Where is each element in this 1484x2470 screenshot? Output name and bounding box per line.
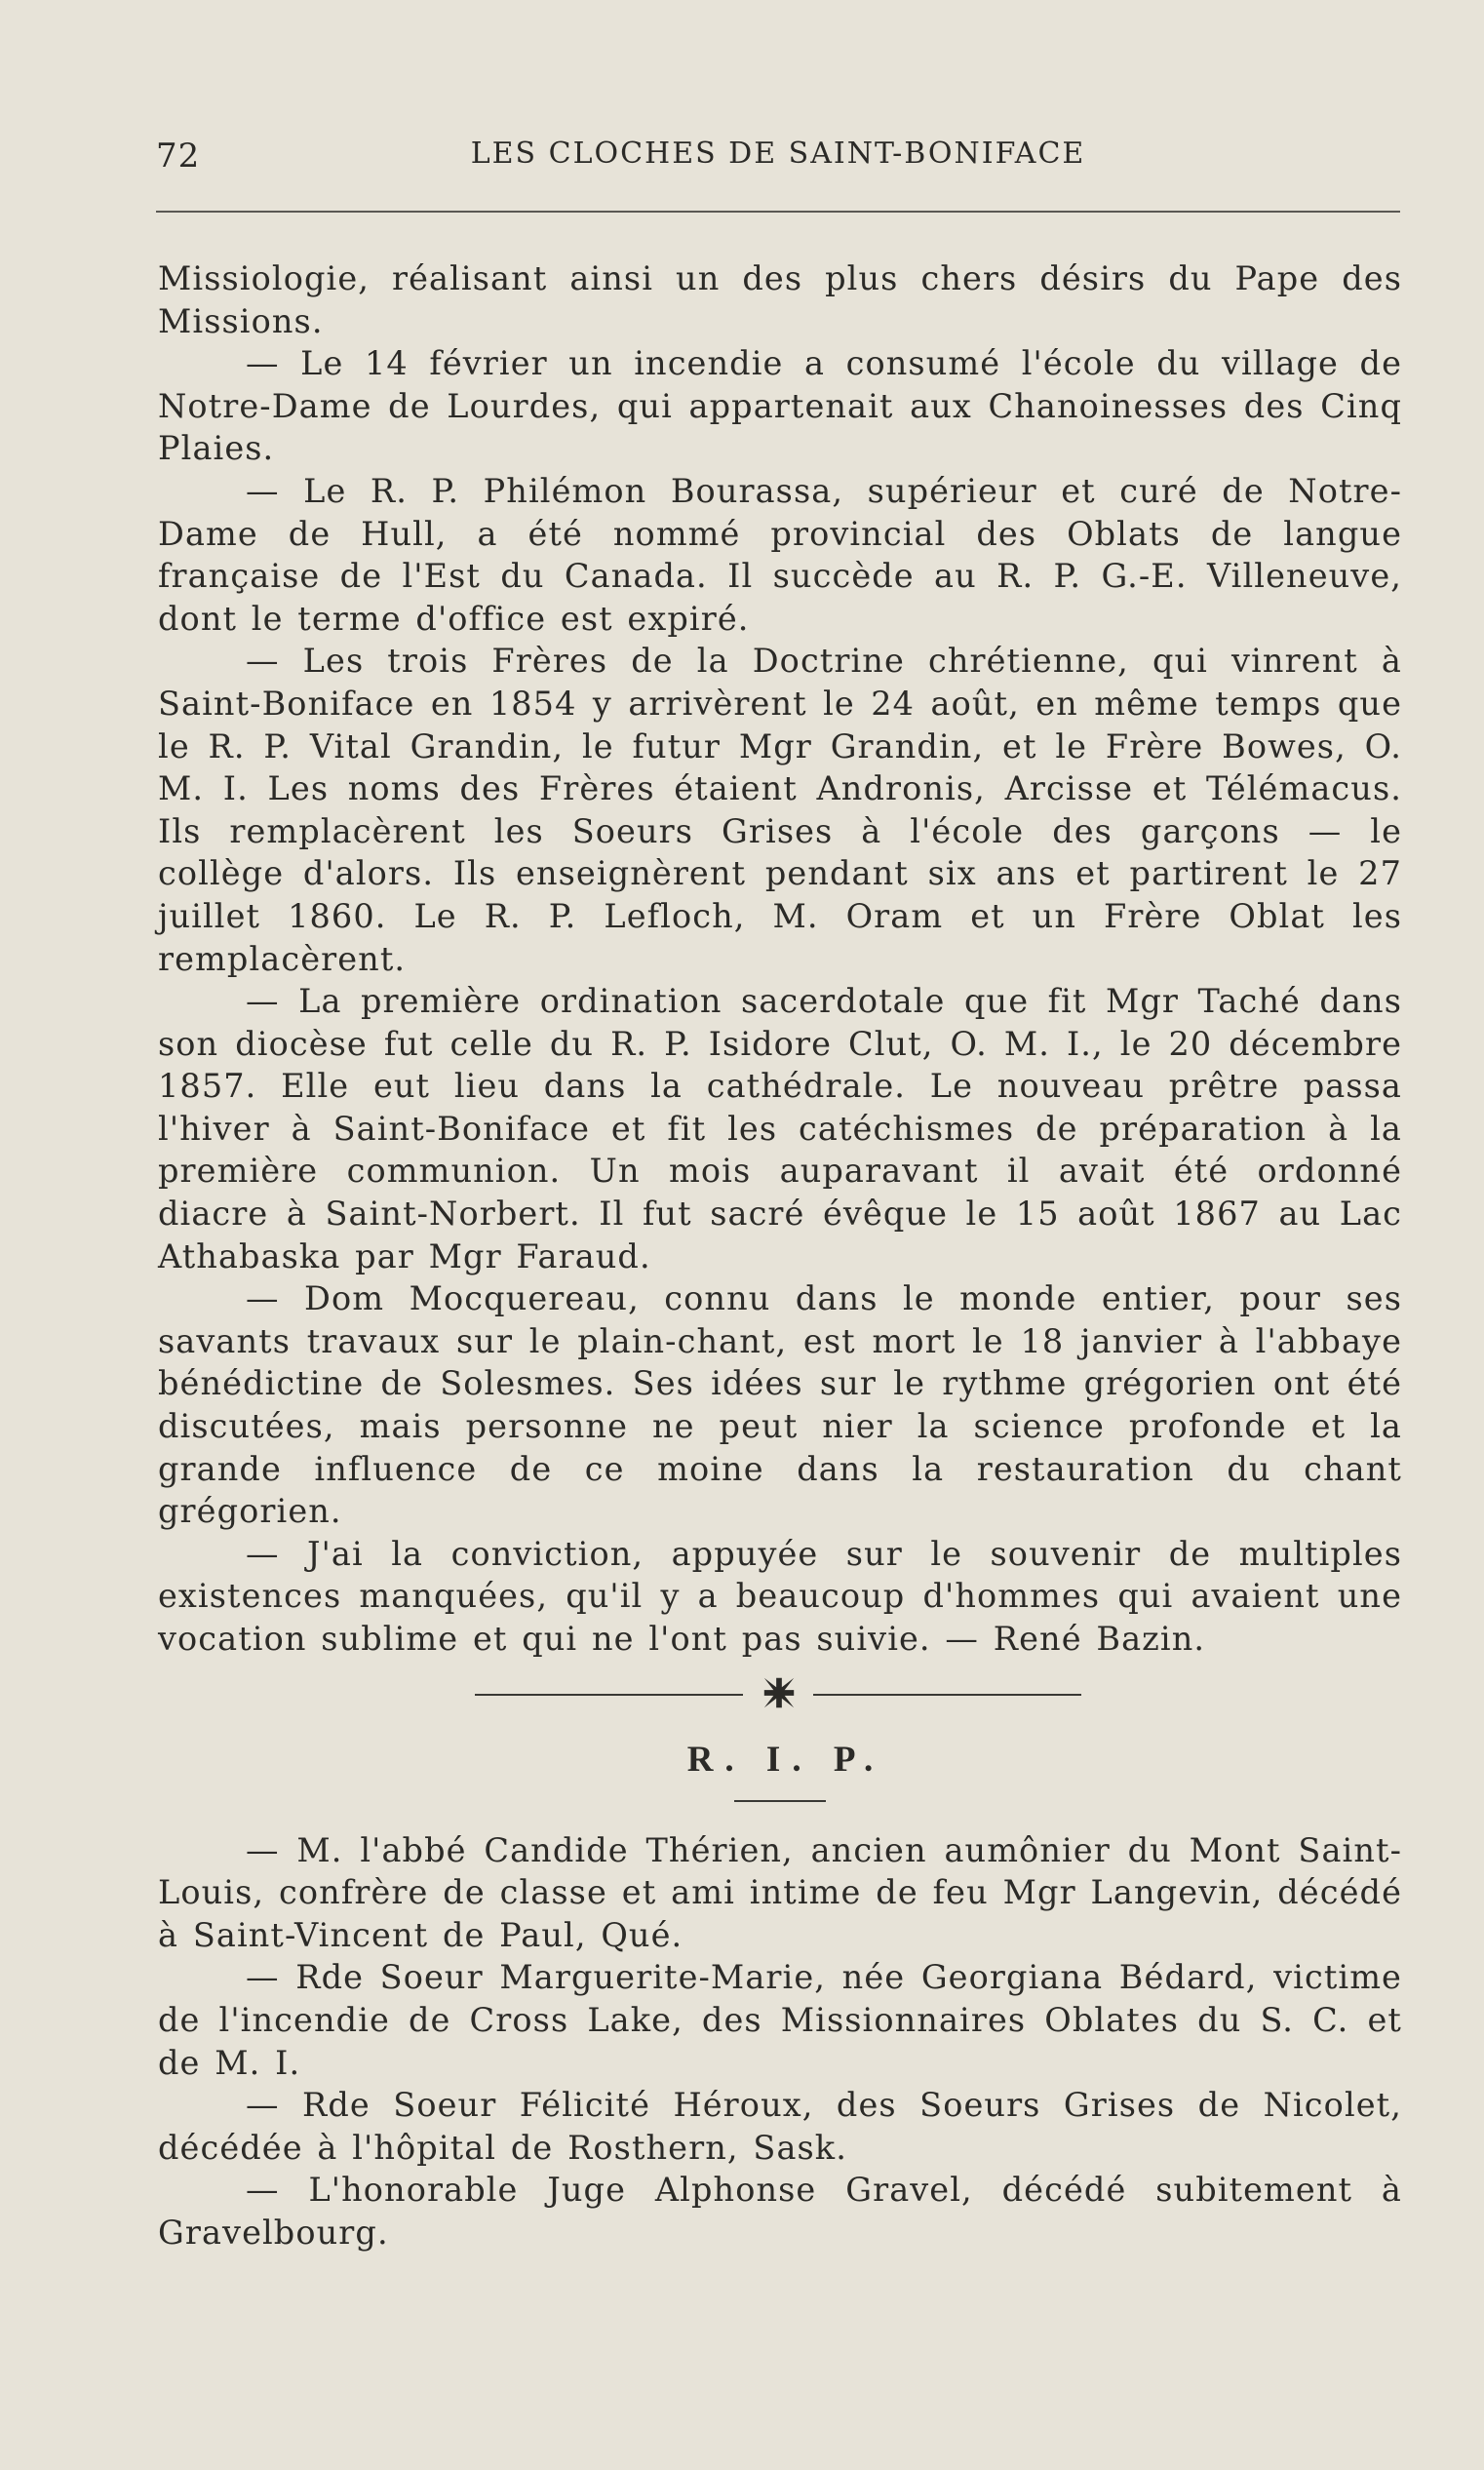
obituary-paragraph: — M. l'abbé Candide Thérien, ancien aumônier du Mont Saint-Louis, confrère de classe et ami intime de feu Mgr Langevin, décédé à Saint-Vincent de Paul, Qué. [158,1830,1402,1954]
paragraph: — Le 14 février un incendie a consumé l'école du village de Notre-Dame de Lourdes, qui appartenait aux Chanoinesses des Cinq Plaies. [158,344,1402,468]
paragraph: — Dom Mocquereau, connu dans le monde entier, pour ses savants travaux sur le plain-chant, est mort le 18 janvier à l'abbaye bénédictine de Solesmes. Ses idées sur le rythme grégorien ont été discutées, mais personne ne peut nier la science profonde et la grande influence de ce moine dans la restauration du chant grégorien. [158,1279,1402,1531]
paragraph: — La première ordination sacerdotale que fit Mgr Taché dans son diocèse fut celle du R. P. Isidore Clut, O. M. I., le 20 décembre 1857. Elle eut lieu dans la cathédrale. Le nouveau prêtre passa l'hiver à Saint-Boniface et fit les catéchismes de préparation à la première communion. Un mois auparavant il avait été ordonné diacre à Saint-Norbert. Il fut sacré évêque le 15 août 1867 au Lac Athabaska par Mgr Faraud. [158,982,1402,1275]
page-number: 72 [156,137,201,176]
page-body [158,257,1402,2254]
ornament-rule-left [475,1694,743,1696]
running-title: LES CLOCHES DE SAINT-BONIFACE [470,137,1086,171]
paragraph: Missiologie, réalisant ainsi un des plus chers désirs du Pape des Missions. [158,259,1402,340]
running-header [156,133,1400,181]
section-ornament [158,1674,1402,1713]
rip-rule [734,1800,826,1802]
rip-heading: R. I. P. [686,1739,885,1780]
paragraph: — Les trois Frères de la Doctrine chrétienne, qui vinrent à Saint-Boniface en 1854 y arrivèrent le 24 août, en même temps que le R. P. Vital Grandin, le futur Mgr Grandin, et le Frère Bowes, O. M. I. Les noms des Frères étaient Andronis, Arcisse et Télémacus. Ils remplacèrent les Soeurs Grises à l'école des garçons — le collège d'alors. Ils enseignèrent pendant six ans et partirent le 27 juillet 1860. Le R. P. Lefloch, M. Oram et un Frère Oblat les remplacèrent. [158,642,1402,978]
obituary-paragraph: — Rde Soeur Marguerite-Marie, née Georgiana Bédard, victime de l'incendie de Cross Lake, des Missionnaires Oblates du S. C. et de M. I. [158,1958,1402,2082]
header-rule [156,211,1400,213]
paragraph: — Le R. P. Philémon Bourassa, supérieur et curé de Notre-Dame de Hull, a été nommé provincial des Oblats de langue française de l'Est du Canada. Il succède au R. P. G.-E. Villeneuve, dont le terme d'office est expiré. [158,471,1402,638]
cross-pattee-icon [761,1674,798,1711]
ornament-rule-right [813,1694,1081,1696]
paragraph: — J'ai la conviction, appuyée sur le souvenir de multiples existences manquées, qu'il y a beaucoup d'hommes qui avaient une vocation sublime et qui ne l'ont pas suivie. — René Bazin. [158,1534,1402,1658]
obituary-paragraph: — L'honorable Juge Alphonse Gravel, décédé subitement à Gravelbourg. [158,2171,1402,2252]
obituary-paragraph: — Rde Soeur Félicité Héroux, des Soeurs Grises de Nicolet, décédée à l'hôpital de Rosthern, Sask. [158,2086,1402,2167]
